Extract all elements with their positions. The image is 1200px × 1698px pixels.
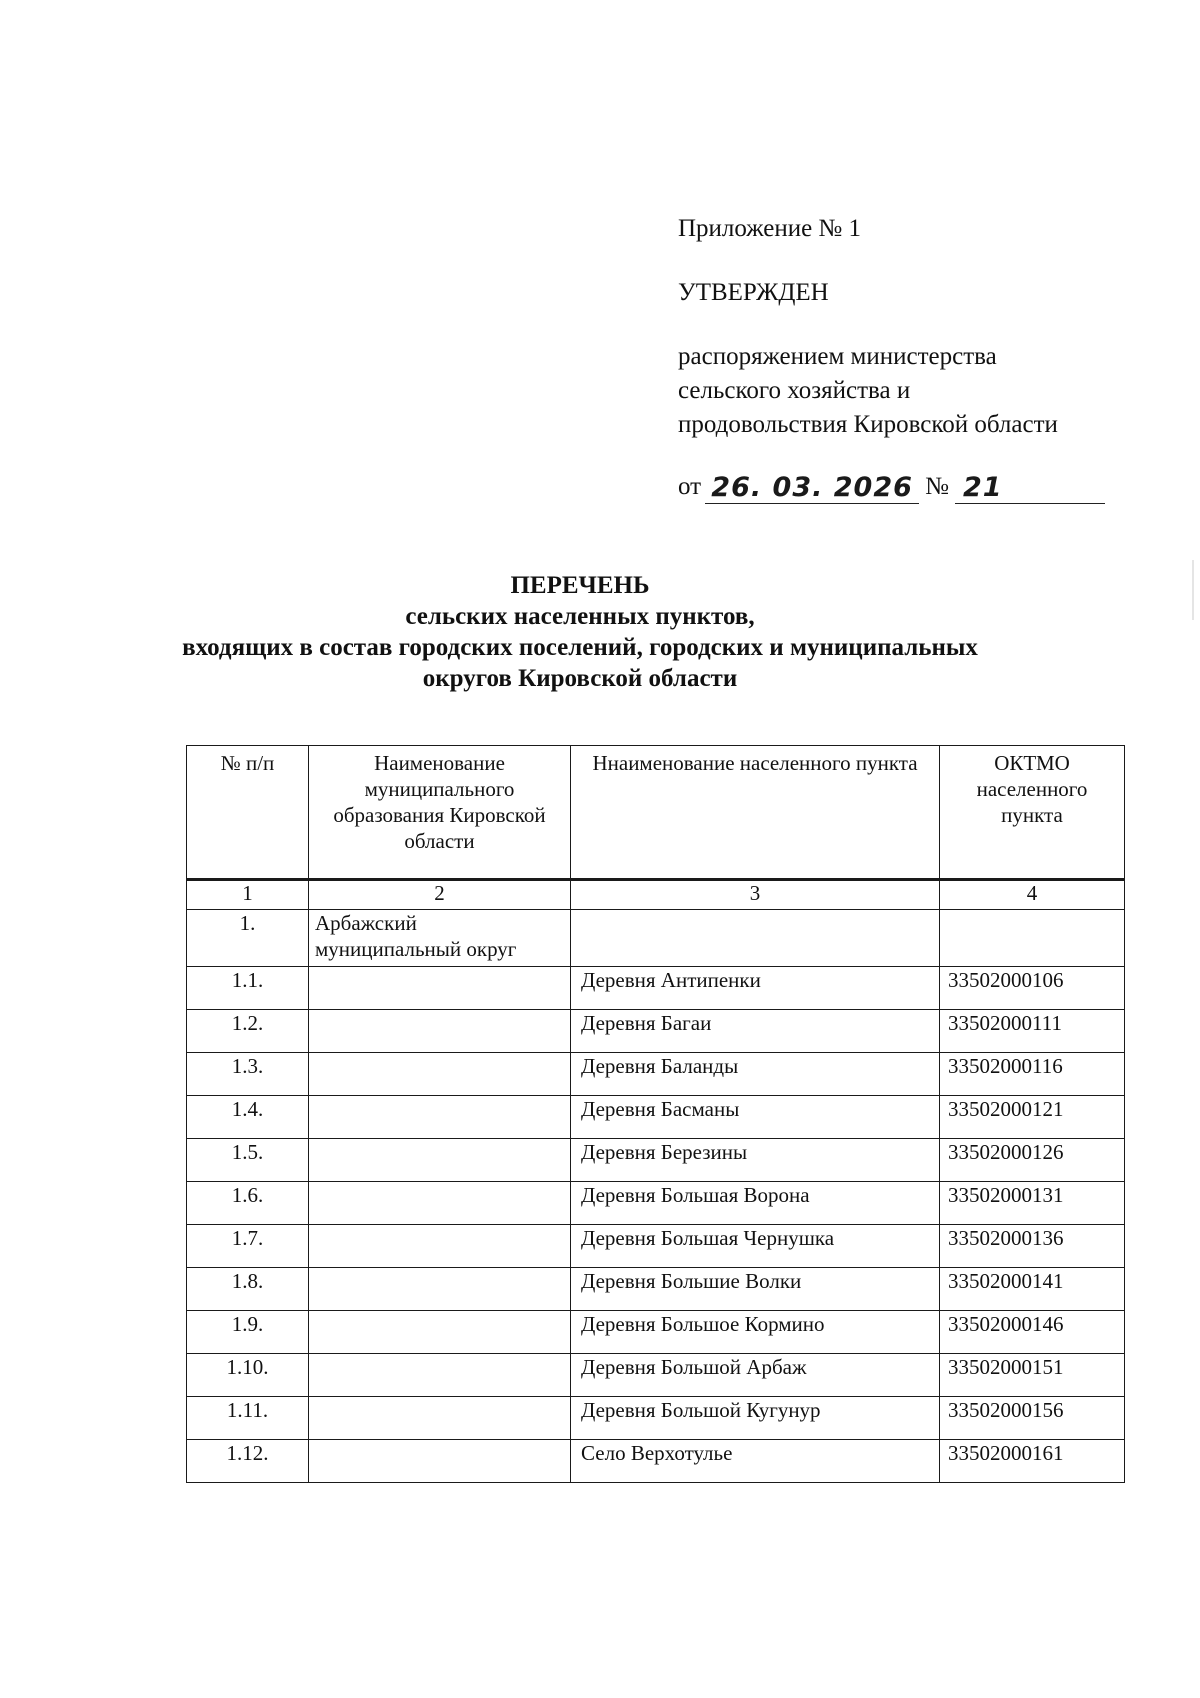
- row-number: 1.1.: [187, 967, 309, 1010]
- row-oktmo: 33502000106: [940, 967, 1125, 1010]
- row-oktmo: 33502000161: [940, 1440, 1125, 1483]
- row-settlement-name: Деревня Баланды: [571, 1053, 940, 1096]
- title-line-4: округов Кировской области: [422, 665, 738, 692]
- row-settlement-name: Село Верхотулье: [571, 1440, 940, 1483]
- row-municipality: [309, 1096, 571, 1139]
- header-municipality: Наименование муниципального образования Кировской области: [309, 746, 571, 880]
- table-row: [187, 1139, 1125, 1182]
- row-oktmo: 33502000111: [940, 1010, 1125, 1053]
- column-number-2: 2: [309, 880, 571, 910]
- row-oktmo: 33502000146: [940, 1311, 1125, 1354]
- header-settlement: Ннаименование населенного пункта: [571, 746, 940, 880]
- row-oktmo: 33502000121: [940, 1096, 1125, 1139]
- title-line-2: сельских населенных пунктов,: [405, 603, 755, 630]
- document-title: [160, 570, 1000, 694]
- section-name: Арбажский муниципальный округ: [309, 910, 571, 967]
- row-oktmo: 33502000141: [940, 1268, 1125, 1311]
- table-header-row: [187, 746, 1125, 880]
- row-oktmo: 33502000156: [940, 1397, 1125, 1440]
- number-label: №: [925, 473, 949, 500]
- table-row: [187, 1397, 1125, 1440]
- handwritten-number: 21: [955, 473, 1105, 504]
- row-number: 1.2.: [187, 1010, 309, 1053]
- row-oktmo: 33502000131: [940, 1182, 1125, 1225]
- date-prefix: от: [678, 473, 702, 500]
- row-settlement-name: Деревня Большая Ворона: [571, 1182, 940, 1225]
- handwritten-date: 26. 03. 2026: [705, 473, 919, 504]
- approved-by-line-2: сельского хозяйства и: [678, 377, 911, 404]
- row-number: 1.3.: [187, 1053, 309, 1096]
- row-municipality: [309, 1440, 571, 1483]
- row-number: 1.11.: [187, 1397, 309, 1440]
- row-settlement-name: Деревня Басманы: [571, 1096, 940, 1139]
- row-number: 1.10.: [187, 1354, 309, 1397]
- row-settlement-name: Деревня Большой Кугунур: [571, 1397, 940, 1440]
- row-municipality: [309, 967, 571, 1010]
- row-number: 1.5.: [187, 1139, 309, 1182]
- row-municipality: [309, 1311, 571, 1354]
- row-municipality: [309, 1182, 571, 1225]
- row-number: 1.6.: [187, 1182, 309, 1225]
- row-oktmo: 33502000116: [940, 1053, 1125, 1096]
- approved-by: [678, 340, 1118, 442]
- settlements-table: [186, 745, 1125, 1483]
- row-settlement-name: Деревня Большая Чернушка: [571, 1225, 940, 1268]
- row-number: 1.8.: [187, 1268, 309, 1311]
- column-number-3: 3: [571, 880, 940, 910]
- row-settlement-name: Деревня Большой Арбаж: [571, 1354, 940, 1397]
- table-row: [187, 1096, 1125, 1139]
- section-number: 1.: [187, 910, 309, 967]
- row-municipality: [309, 1268, 571, 1311]
- table-row: [187, 1053, 1125, 1096]
- row-municipality: [309, 1354, 571, 1397]
- scan-edge-mark: [1192, 560, 1194, 620]
- approved-by-line-1: распоряжением министерства: [678, 343, 997, 370]
- section-empty-cell: [571, 910, 940, 967]
- title-line-1: ПЕРЕЧЕНЬ: [510, 572, 650, 599]
- table-row: [187, 967, 1125, 1010]
- section-row: [187, 910, 1125, 967]
- row-oktmo: 33502000136: [940, 1225, 1125, 1268]
- title-line-3: входящих в состав городских поселений, городских и муниципальных: [182, 634, 978, 661]
- row-number: 1.9.: [187, 1311, 309, 1354]
- table-row: [187, 1311, 1125, 1354]
- header-number: № п/п: [187, 746, 309, 880]
- row-municipality: [309, 1139, 571, 1182]
- row-settlement-name: Деревня Березины: [571, 1139, 940, 1182]
- header-oktmo: ОКТМО населенного пункта: [940, 746, 1125, 880]
- table-row: [187, 1440, 1125, 1483]
- row-settlement-name: Деревня Большое Кормино: [571, 1311, 940, 1354]
- column-number-4: 4: [940, 880, 1125, 910]
- table-row: [187, 1354, 1125, 1397]
- table-row: [187, 1182, 1125, 1225]
- section-empty-cell: [940, 910, 1125, 967]
- row-municipality: [309, 1010, 571, 1053]
- table-row: [187, 1225, 1125, 1268]
- table-row: [187, 1010, 1125, 1053]
- row-municipality: [309, 1397, 571, 1440]
- row-oktmo: 33502000126: [940, 1139, 1125, 1182]
- column-number-1: 1: [187, 880, 309, 910]
- row-settlement-name: Деревня Багаи: [571, 1010, 940, 1053]
- approved-label: УТВЕРЖДЕН: [678, 279, 829, 306]
- row-oktmo: 33502000151: [940, 1354, 1125, 1397]
- order-date-line: [678, 470, 1105, 504]
- row-number: 1.4.: [187, 1096, 309, 1139]
- column-numbers-row: [187, 880, 1125, 910]
- annex-label: Приложение № 1: [678, 215, 862, 242]
- row-number: 1.7.: [187, 1225, 309, 1268]
- table-row: [187, 1268, 1125, 1311]
- row-municipality: [309, 1225, 571, 1268]
- row-number: 1.12.: [187, 1440, 309, 1483]
- row-settlement-name: Деревня Антипенки: [571, 967, 940, 1010]
- row-municipality: [309, 1053, 571, 1096]
- row-settlement-name: Деревня Большие Волки: [571, 1268, 940, 1311]
- approved-by-line-3: продовольствия Кировской области: [678, 411, 1058, 438]
